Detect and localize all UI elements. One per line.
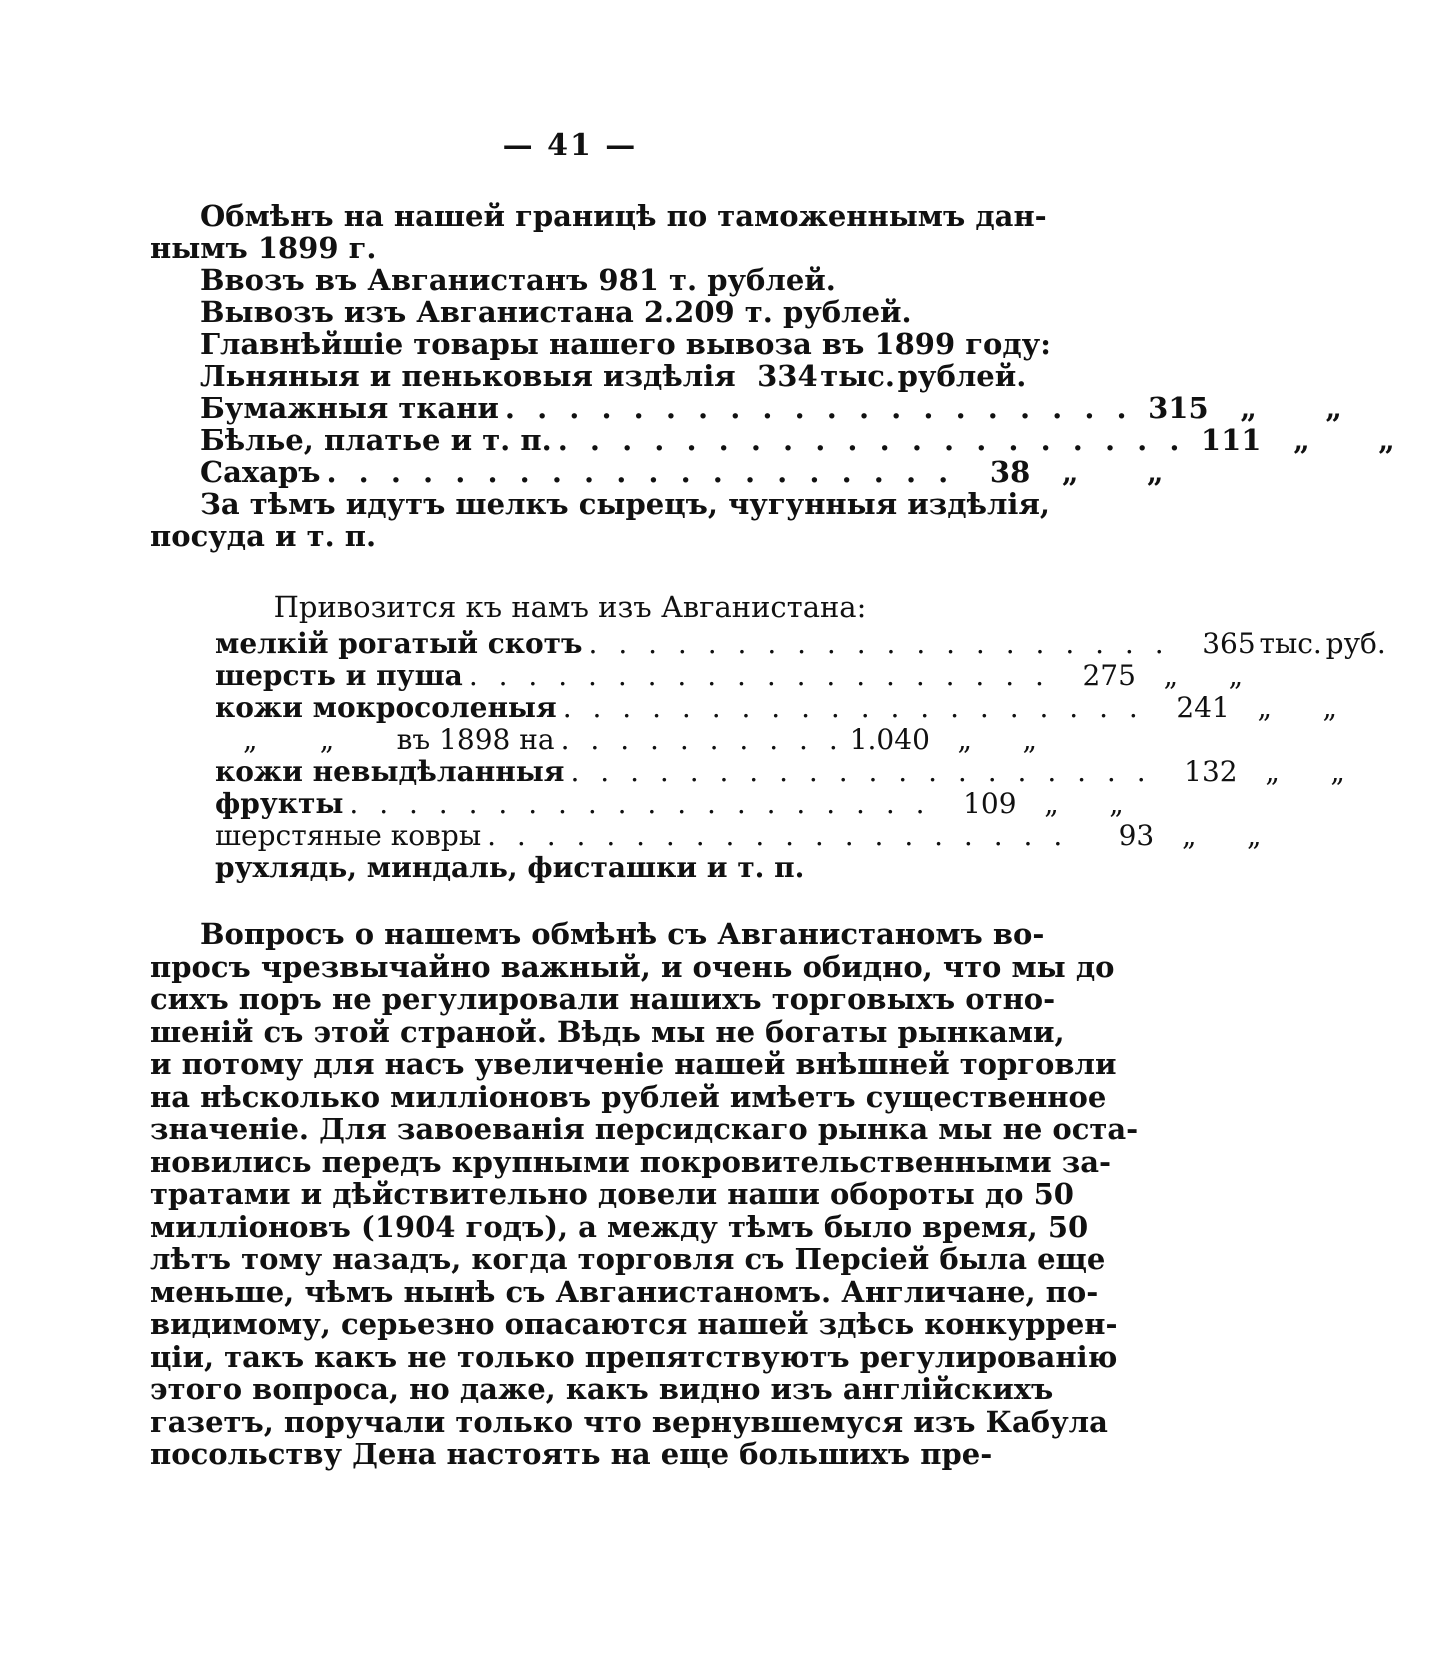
import-unit: „ bbox=[1228, 659, 1244, 692]
leader-dots: . . . . . . . . . . . . . . . . . . . . bbox=[349, 787, 931, 820]
import-unit: „ bbox=[1330, 755, 1345, 788]
import-unit: „ bbox=[1109, 787, 1124, 820]
export-unit: „ bbox=[1293, 423, 1310, 457]
import-value: 275 bbox=[1082, 659, 1136, 692]
leader-dots: . . . . . . . . . . . . . . . . . . . . bbox=[326, 455, 955, 489]
export-item: Бумажныя ткани bbox=[200, 391, 499, 425]
export-item: Бѣлье, платье и т. п. bbox=[200, 423, 552, 457]
export-unit: рублей. bbox=[897, 359, 1027, 393]
export-value: 38 bbox=[989, 455, 1031, 489]
import-unit: „ bbox=[1181, 819, 1197, 852]
import-item: кожи невыдѣланныя bbox=[215, 755, 565, 788]
import-unit: „ bbox=[1246, 819, 1262, 852]
paragraph-line: Вопросъ о нашемъ обмѣнѣ съ Авганистаномъ во- bbox=[200, 917, 1045, 951]
export-item: Сахаръ bbox=[200, 455, 321, 489]
import-row bbox=[215, 723, 1037, 756]
further-goods-line-1: За тѣмъ идутъ шелкъ сырецъ, чугунныя издѣлія, bbox=[200, 487, 1050, 521]
exchange-intro-line-2: нымъ 1899 г. bbox=[150, 231, 377, 265]
export-row bbox=[200, 423, 1395, 457]
further-goods-line-2: посуда и т. п. bbox=[150, 519, 377, 553]
export-unit: „ bbox=[1325, 391, 1342, 425]
import-item: шерсть и пуша bbox=[215, 659, 463, 692]
import-item: мелкій рогатый скотъ bbox=[215, 627, 583, 660]
export-row bbox=[200, 359, 1027, 393]
page-number: — 41 — bbox=[502, 128, 638, 163]
leader-dots: . . . . . . . . . . . . . . . . . . . . bbox=[588, 627, 1170, 660]
import-value: 241 bbox=[1176, 691, 1230, 724]
imports-heading: Привозится къ намъ изъ Авганистана: bbox=[273, 590, 867, 624]
import-item: кожи мокросоленыя bbox=[215, 691, 557, 724]
import-value: 132 bbox=[1184, 755, 1238, 788]
import-row bbox=[215, 787, 1124, 820]
import-row bbox=[215, 819, 1262, 852]
import-tail-line: рухлядь, миндаль, фисташки и т. п. bbox=[215, 851, 805, 884]
paragraph-line: новились передъ крупными покровительственными за- bbox=[150, 1144, 1112, 1179]
paragraph-line: значеніе. Для завоеванія персидскаго рынка мы не оста- bbox=[150, 1112, 1139, 1146]
export-unit: „ bbox=[1240, 391, 1257, 425]
import-unit: „ bbox=[957, 723, 972, 756]
import-unit: „ bbox=[1044, 787, 1059, 820]
import-row bbox=[215, 691, 1338, 724]
paragraph-line: лѣтъ тому назадъ, когда торговля съ Персіей была еще bbox=[150, 1242, 1106, 1276]
import-row bbox=[215, 627, 1386, 660]
paragraph-line: на нѣсколько милліоновъ рублей имѣетъ существенное bbox=[150, 1079, 1107, 1114]
import-unit: „ bbox=[1257, 691, 1273, 724]
exchange-intro-line-1: Обмѣнъ на нашей границѣ по таможеннымъ дан- bbox=[200, 199, 1047, 233]
leader-dots: . . . . . . . . . . . . . . . . . . . . bbox=[504, 391, 1133, 425]
paragraph-line: тратами и дѣйствительно довели наши обороты до 50 bbox=[150, 1177, 1074, 1211]
export-unit: „ bbox=[1061, 455, 1079, 489]
paragraph-line: посольству Дена настоять на еще большихъ пре- bbox=[150, 1437, 993, 1471]
paragraph-line: милліоновъ (1904 годъ), а между тѣмъ было время, 50 bbox=[150, 1209, 1089, 1244]
import-row bbox=[215, 659, 1244, 692]
leader-dots: . . . . . . . . . . . . . . . . . . . . bbox=[468, 659, 1050, 692]
paragraph-line: этого вопроса, но даже, какъ видно изъ англійскихъ bbox=[150, 1372, 1054, 1406]
paragraph-line: сихъ поръ не регулировали нашихъ торговыхъ отно- bbox=[150, 982, 1056, 1016]
paragraph-line: ціи, такъ какъ не только препятствуютъ регулированію bbox=[150, 1339, 1118, 1374]
paragraph-line: видимому, серьезно опасаются нашей здѣсь конкуррен- bbox=[150, 1307, 1118, 1341]
import-unit: „ bbox=[1265, 755, 1280, 788]
import-unit: тыс. bbox=[1259, 627, 1322, 660]
import-item: „ „ въ 1898 на bbox=[243, 723, 555, 756]
export-value: 315 bbox=[1148, 391, 1209, 425]
question-paragraph bbox=[150, 917, 1139, 1471]
import-value: 1.040 bbox=[849, 723, 930, 756]
leader-dots: . . . . . . . . . . . . . . . . . . . . bbox=[557, 423, 1186, 457]
export-item: Льняныя и пеньковыя издѣлія bbox=[200, 359, 736, 393]
import-unit: „ bbox=[1163, 659, 1179, 692]
export-unit: тыс. bbox=[820, 359, 896, 393]
paragraph-line: шеній съ этой страной. Вѣдь мы не богаты рынками, bbox=[150, 1014, 1065, 1049]
export-total-line: Вывозъ изъ Авганистана 2.209 т. рублей. bbox=[200, 295, 912, 329]
leader-dots: . . . . . . . . . . bbox=[560, 723, 844, 756]
import-value: 365 bbox=[1202, 627, 1256, 660]
import-unit: „ bbox=[1322, 691, 1338, 724]
paragraph-line: просъ чрезвычайно важный, и очень обидно, что мы до bbox=[150, 949, 1115, 984]
main-goods-line: Главнѣйшіе товары нашего вывоза въ 1899 году: bbox=[200, 327, 1051, 361]
import-row bbox=[215, 755, 1345, 788]
leader-dots: . . . . . . . . . . . . . . . . . . . . bbox=[570, 755, 1152, 788]
paragraph-line: газетъ, поручали только что вернувшемуся изъ Кабула bbox=[150, 1404, 1108, 1439]
import-value: 93 bbox=[1118, 819, 1155, 852]
imports-table bbox=[215, 627, 1386, 884]
import-item: шерстяные ковры bbox=[215, 819, 482, 852]
import-unit: руб. bbox=[1325, 627, 1386, 660]
paragraph-line: меньше, чѣмъ нынѣ съ Авганистаномъ. Англичане, по- bbox=[150, 1274, 1099, 1309]
import-item: фрукты bbox=[215, 787, 344, 820]
exports-table bbox=[150, 359, 1395, 489]
import-value: 109 bbox=[963, 787, 1017, 820]
import-unit: „ bbox=[1022, 723, 1037, 756]
export-unit: „ bbox=[1146, 455, 1164, 489]
export-row bbox=[200, 455, 1164, 489]
export-unit: „ bbox=[1378, 423, 1395, 457]
import-total-line: Ввозъ въ Авганистанъ 981 т. рублей. bbox=[200, 263, 836, 297]
leader-dots: . . . . . . . . . . . . . . . . . . . . bbox=[487, 819, 1069, 852]
exchange-section bbox=[150, 199, 1395, 553]
export-value: 111 bbox=[1200, 423, 1262, 457]
leader-dots: . . . . . . . . . . . . . . . . . . . . bbox=[562, 691, 1144, 724]
paragraph-line: и потому для насъ увеличеніе нашей внѣшней торговли bbox=[150, 1047, 1117, 1081]
import-tail-row bbox=[215, 852, 905, 884]
export-row bbox=[200, 391, 1342, 425]
export-value: 334 bbox=[757, 359, 818, 393]
